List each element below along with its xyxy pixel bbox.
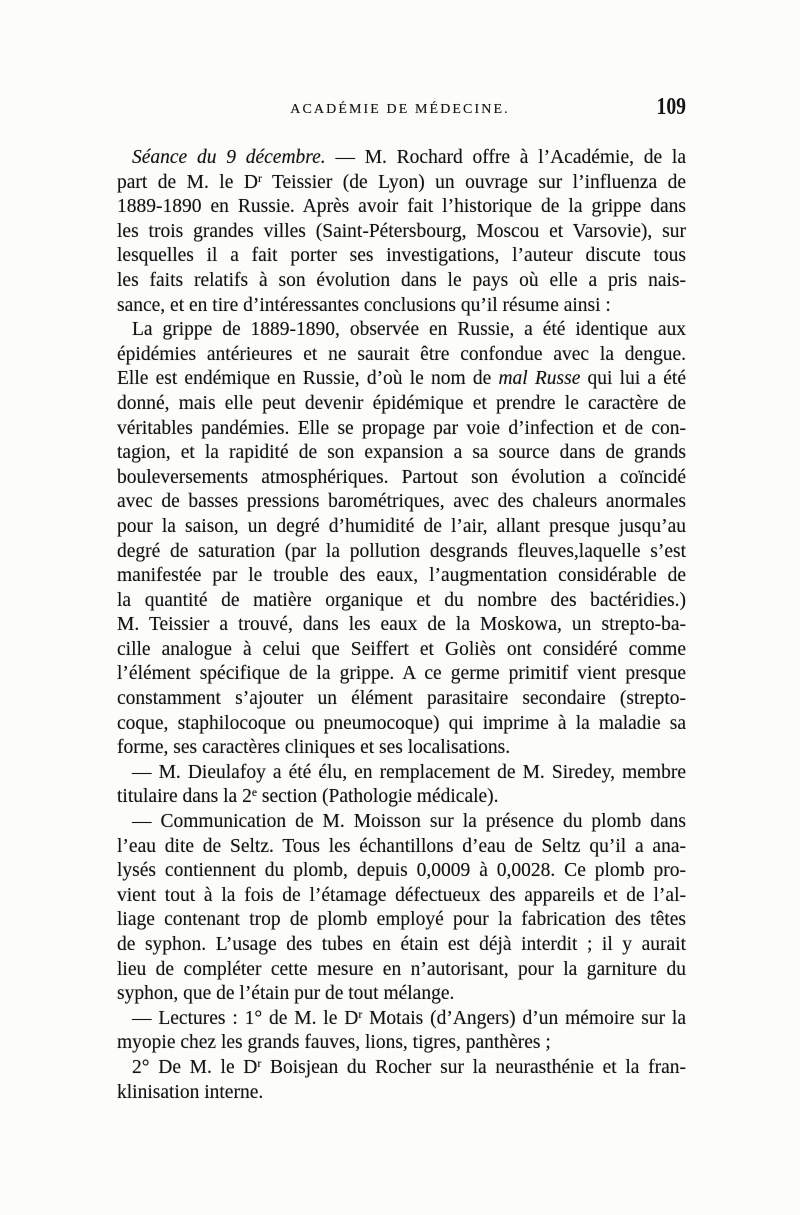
text-line: — Communication de M. Moisson sur la présence du plomb dans: [132, 811, 686, 833]
text-line: lysés contiennent du plomb, depuis 0,0009 à 0,0028. Ce plomb pro-: [117, 860, 686, 882]
text-line: l’élément spécifique de la grippe. A ce germe primitif vient presque: [117, 663, 686, 685]
text-line: épidémies antérieures et ne saurait être confondue avec la dengue.: [117, 343, 686, 365]
text-line: l’eau dite de Seltz. Tous les échantillons d’eau de Seltz qu’il a ana-: [117, 835, 686, 857]
text-line: M. Teissier a trouvé, dans les eaux de la Moskowa, un strepto-ba-: [117, 614, 686, 636]
text-line: La grippe de 1889-1890, observée en Russie, a été identique aux: [132, 319, 686, 341]
text-line: constamment s’ajouter un élément parasitaire secondaire (strepto-: [117, 688, 686, 710]
text-segment: titulaire dans la 2: [117, 786, 252, 808]
text-line: de syphon. L’usage des tubes en étain est déjà interdit ; il y aurait: [117, 934, 686, 955]
text-line: myopie chez les grands fauves, lions, tigres, panthères ;: [117, 1032, 551, 1054]
text-line: lesquelles il a fait porter ses investigations, l’auteur discute tous: [117, 245, 686, 267]
text-line: [117, 171, 686, 196]
text-line: 1889-1890 en Russie. Après avoir fait l’historique de la grippe dans: [117, 196, 686, 218]
text-line: manifestée par le trouble des eaux, l’augmentation considérable de: [117, 565, 686, 587]
text-line: degré de saturation (par la pollution desgrands fleuves,laquelle s’est: [117, 540, 686, 562]
text-segment: 2° De M. le D: [132, 1056, 258, 1078]
text-segment: Elle est endémique en Russie, d’où le nom de: [117, 368, 499, 390]
italic-text: mal Russe: [498, 368, 581, 390]
paragraph: [117, 318, 686, 761]
text-segment: part de M. le D: [117, 171, 258, 193]
superscript: r: [257, 1057, 262, 1071]
paragraph: [117, 761, 686, 810]
body-text: [117, 146, 686, 1105]
text-line: sance, et en tire d’intéressantes conclusions qu’il résume ainsi :: [117, 294, 611, 316]
superscript: e: [251, 786, 258, 800]
text-line: [117, 146, 686, 171]
superscript: r: [257, 171, 262, 185]
text-line: [117, 1007, 686, 1032]
text-segment: — Lectures : 1° de M. le D: [132, 1007, 359, 1029]
text-line: syphon, que de l’étain pur de tout mélange.: [117, 983, 455, 1005]
text-line: liage contenant trop de plomb employé pour la fabrication des têtes: [117, 909, 686, 931]
text-line: [117, 1056, 686, 1081]
text-line: donné, mais elle peut devenir épidémique et prendre le caractère de: [117, 392, 686, 414]
text-segment: Boisjean du Rocher sur la neurasthénie et la fran-: [261, 1056, 687, 1078]
text-line: — M. Dieulafoy a été élu, en remplacement de M. Siredey, membre: [132, 761, 686, 783]
text-segment: qui lui a été: [580, 368, 686, 390]
text-line: lieu de compléter cette mesure en n’autorisant, pour la garniture du: [117, 958, 686, 980]
text-line: coque, staphilocoque ou pneumocoque) qui imprime à la maladie sa: [117, 712, 686, 734]
italic-text: Séance du 9 décembre.: [132, 147, 326, 168]
text-line: avec de basses pressions barométriques, avec des chaleurs anormales: [117, 491, 686, 513]
text-line: forme, ses caractères cliniques et ses localisations.: [117, 737, 511, 759]
text-line: vient tout à la fois de l’étamage défectueux des appareils et de l’al-: [117, 884, 686, 906]
text-segment: Motais (d’Angers) d’un mémoire sur la: [362, 1007, 686, 1029]
text-line: [117, 367, 686, 392]
text-segment: — M. Rochard offre à l’Académie, de la: [325, 147, 686, 168]
text-line: tagion, et la rapidité de son expansion a sa source dans de grands: [117, 442, 686, 464]
text-line: klinisation interne.: [117, 1081, 264, 1103]
text-line: les trois grandes villes (Saint-Pétersbourg, Moscou et Varsovie), sur: [117, 220, 686, 242]
text-line: cille analogue à celui que Seiffert et Goliès ont considéré comme: [117, 638, 686, 660]
text-segment: Teissier (de Lyon) un ouvrage sur l’influenza de: [261, 171, 686, 193]
superscript: r: [358, 1007, 363, 1021]
text-line: la quantité de matière organique et du nombre des bactéridies.): [117, 589, 686, 611]
paragraph: [117, 146, 686, 318]
text-line: [117, 785, 686, 810]
paragraph: [117, 1056, 686, 1105]
paragraph: [117, 1007, 686, 1056]
text-line: les faits relatifs à son évolution dans le pays où elle a pris nais-: [117, 269, 686, 291]
text-line: véritables pandémies. Elle se propage par voie d’infection et de con-: [117, 417, 686, 439]
text-line: bouleversements atmosphériques. Partout son évolution a coïncidé: [117, 466, 686, 488]
running-title: ACADÉMIE DE MÉDECINE.: [290, 102, 510, 117]
page-number: 109: [656, 94, 686, 120]
text-segment: section (Pathologie médicale).: [257, 786, 499, 808]
text-line: pour la saison, un degré d’humidité de l’air, allant presque jusqu’au: [117, 515, 686, 537]
paragraph: [117, 810, 686, 1007]
